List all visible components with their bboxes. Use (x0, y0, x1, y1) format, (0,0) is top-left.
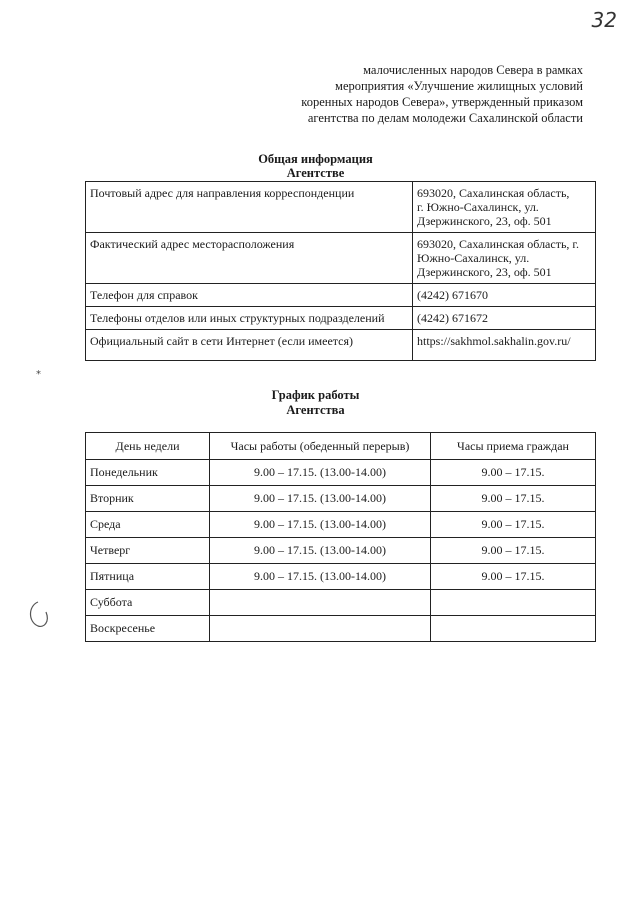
page-number: 32 (591, 8, 617, 32)
info-value: 693020, Сахалинская область, г. Южно-Сахалинск, ул. Дзержинского, 23, оф. 501 (413, 182, 596, 233)
reception-cell: 9.00 – 17.15. (431, 460, 596, 486)
hours-cell: 9.00 – 17.15. (13.00-14.00) (210, 512, 431, 538)
info-value: (4242) 671672 (413, 307, 596, 330)
day-cell: Среда (86, 512, 210, 538)
column-header: Часы приема граждан (431, 433, 596, 460)
table-row (86, 330, 596, 361)
table-row (86, 460, 596, 486)
table-row (86, 538, 596, 564)
header-line: коренных народов Севера», утвержденный приказом (301, 95, 583, 109)
info-label: Фактический адрес месторасположения (86, 233, 413, 284)
info-title: Общая информация (258, 152, 373, 166)
table-row (86, 590, 596, 616)
info-label: Почтовый адрес для направления корреспонденции (86, 182, 413, 233)
schedule-title: График работы (271, 388, 360, 402)
schedule-subtitle: Агентства (286, 403, 345, 417)
reception-cell: 9.00 – 17.15. (431, 512, 596, 538)
scan-mark-icon (24, 598, 64, 630)
hours-cell: 9.00 – 17.15. (13.00-14.00) (210, 564, 431, 590)
day-cell: Понедельник (86, 460, 210, 486)
info-label: Телефон для справок (86, 284, 413, 307)
table-row (86, 616, 596, 642)
info-value: (4242) 671670 (413, 284, 596, 307)
hours-cell: 9.00 – 17.15. (13.00-14.00) (210, 460, 431, 486)
table-row (86, 564, 596, 590)
day-cell: Воскресенье (86, 616, 210, 642)
info-label: Телефоны отделов или иных структурных подразделений (86, 307, 413, 330)
table-row (86, 486, 596, 512)
info-label: Официальный сайт в сети Интернет (если имеется) (86, 330, 413, 361)
scan-speck-icon: ⁎ (36, 366, 41, 377)
day-cell: Вторник (86, 486, 210, 512)
column-header: Часы работы (обеденный перерыв) (210, 433, 431, 460)
info-value: 693020, Сахалинская область, г. Южно-Сахалинск, ул. Дзержинского, 23, оф. 501 (413, 233, 596, 284)
reception-cell (431, 616, 596, 642)
table-row (86, 233, 596, 284)
table-header-row (86, 433, 596, 460)
day-cell: Пятница (86, 564, 210, 590)
reception-cell (431, 590, 596, 616)
day-cell: Четверг (86, 538, 210, 564)
table-row (86, 307, 596, 330)
reception-cell: 9.00 – 17.15. (431, 486, 596, 512)
day-cell: Суббота (86, 590, 210, 616)
reception-cell: 9.00 – 17.15. (431, 564, 596, 590)
website-link[interactable]: https://sakhmol.sakhalin.gov.ru/ (413, 330, 596, 361)
info-subtitle: Агентстве (286, 166, 345, 180)
schedule-table (85, 432, 596, 642)
hours-cell: 9.00 – 17.15. (13.00-14.00) (210, 486, 431, 512)
info-table (85, 181, 596, 361)
hours-cell (210, 616, 431, 642)
table-row (86, 182, 596, 233)
document-header (301, 62, 583, 126)
table-row (86, 512, 596, 538)
hours-cell (210, 590, 431, 616)
table-row (86, 284, 596, 307)
header-line: агентства по делам молодежи Сахалинской области (307, 111, 583, 125)
column-header: День недели (86, 433, 210, 460)
reception-cell: 9.00 – 17.15. (431, 538, 596, 564)
header-line: мероприятия «Улучшение жилищных условий (335, 79, 583, 93)
hours-cell: 9.00 – 17.15. (13.00-14.00) (210, 538, 431, 564)
header-line: малочисленных народов Севера в рамках (363, 63, 583, 77)
